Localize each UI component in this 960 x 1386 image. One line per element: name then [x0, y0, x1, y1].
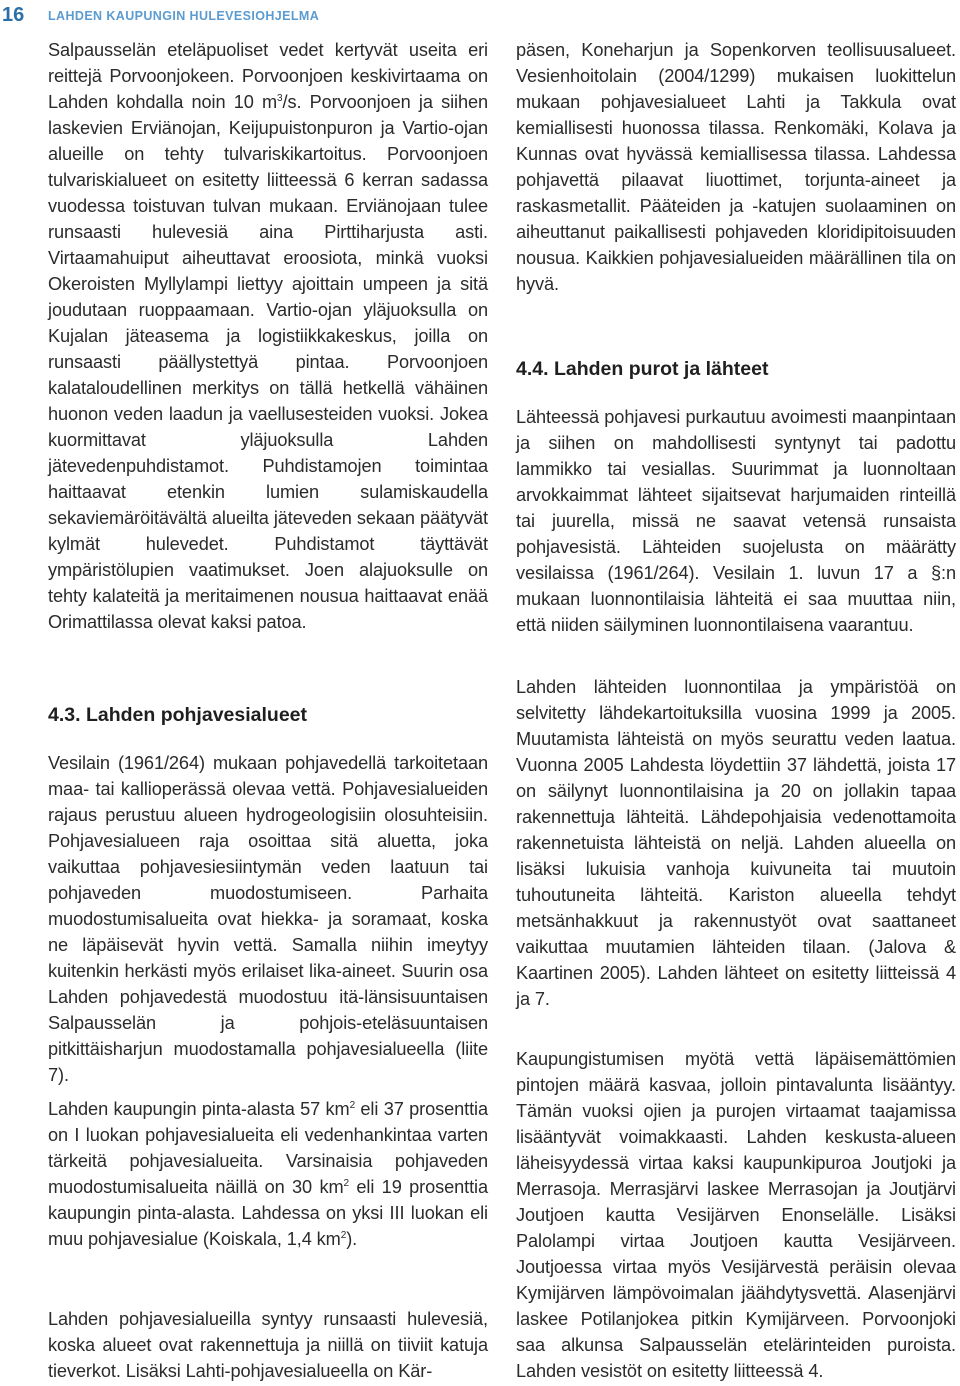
paragraph-text: eli 37 prosenttia on I luokan pohjavesialueita eli vedenhankintaa varten tärkeitä pohjavesialueita. Varsinaisia pohjaveden muodostumisalueita näillä on 30 km	[48, 1099, 488, 1197]
running-title: LAHDEN KAUPUNGIN HULEVESIOHJELMA	[48, 9, 320, 23]
paragraph-porvoonjoki	[48, 37, 488, 635]
paragraph-text: /s. Porvoonjoen ja siihen laskevien Erviänojan, Keijupuistonpuron ja Vartio-ojan alueille on tehty tulvariskikartoitus. Porvoonjoen tulvariskialueet on esitetty liitteessä 6 kerran sadassa vuodessa toistuvan tulvan mukaan. Erviänojaan tulee runsaasti hulevesiä aina Pirttiharjusta asti. Virtaamahuiput aiheuttavat eroosiota, minkä vuoksi Okeroisten Myllylampi liettyy ajoittain umpeen ja sitä joudutaan ruoppaamaan. Vartio-ojan yläjuoksulla on Kujalan jäteasema ja logistiikkakeskus, joilla on runsaasti päällystettyä pintaa. Porvoonjoen kalataloudellinen merkitys on tällä hetkellä vähäinen huonon veden laadun ja vaellusesteiden vuoksi. Jokea kuormittavat yläjuoksulla Lahden jätevedenpuhdistamot. Puhdistamojen toimintaa haittaavat etenkin lumien sulamiskaudella sekaviemäröitävältä alueilta jäteveden sekaan päätyvät kylmät hulevedet. Puhdistamot täyttävät ympäristölupien vaatimukset. Joen alajuoksulle on tehty kalateitä ja meritaimenen nousua haittaavat enää Orimattilassa olevat kaksi patoa.	[48, 92, 488, 632]
paragraph-lahdekartoitus: Lahden lähteiden luonnontilaa ja ympäristöä on selvitetty lähdekartoituksilla vuosina 1999 ja 2005. Muutamista lähteistä on myös seurattu veden laatua. Vuonna 2005 Lahdesta löydettiin 37 lähdettä, joista 17 on säilynyt luonnontilaisina ja 20 on jollakin tapaa rakennettuja lähteitä. Lähdepohjaisia vedenottamoita rakennetuista lähteistä on neljä. Lahden alueella on lisäksi lukuisia vanhoja kuivuneita tai muutoin tuhoutuneita lähteitä. Kariston alueella tehdyt metsänhakkuut ja rakennustyöt ovat saattaneet vaikuttaa muutamien lähteiden tilaan. (Jalova & Kaartinen 2005). Lahden lähteet on esitetty liitteissä 4 ja 7.	[516, 677, 956, 1009]
page-header	[0, 0, 960, 30]
paragraph-text: Salpausselän eteläpuoliset vedet kertyvät useita eri reittejä Porvoonjokeen. Porvoonjoen keskivirtaama on Lahden kohdalla noin 10 m	[48, 40, 488, 112]
paragraph-hulevesi-pohjavesi: Lahden pohjavesialueilla syntyy runsaasti hulevesiä, koska alueet ovat rakennettuja ja niillä on tiiviit katuja tieverkot. Lisäksi Lahti-pohjavesialueella on Kär-	[48, 1309, 488, 1381]
page-number: 16	[2, 4, 25, 26]
paragraph-pohjavesi-area	[48, 1096, 488, 1252]
paragraph-text: eli 19 prosenttia kaupungin pinta-alasta. Lahdessa on yksi III luokan eli muu pohjavesialue (Koiskala, 1,4 km	[48, 1177, 488, 1249]
paragraph-text: Lahden kaupungin pinta-alasta 57 km	[48, 1099, 350, 1119]
paragraph-text: ).	[346, 1229, 358, 1249]
superscript: 2	[340, 1229, 347, 1241]
paragraph-pohjavesi-quality: päsen, Koneharjun ja Sopenkorven teollisuusalueet. Vesienhoitolain (2004/1299) mukaisen luokittelun mukaan pohjavesialueet Lahti ja Takkula ovat kemiallisesti huonossa tilassa. Renkomäki, Kolava ja Kunnas ovat hyvässä kemiallisessa tilassa. Lahdessa pohjavettä pilaavat liuottimet, torjunta-aineet ja raskasmetallit. Pääteiden ja -katujen suolaaminen on aiheuttanut paikallisesti pohjaveden kloridipitoisuuden nousua. Kaikkien pohjavesialueiden määrällinen tila on hyvä.	[516, 40, 956, 294]
section-heading-4-3: 4.3. Lahden pohjavesialueet	[48, 704, 308, 726]
section-heading-4-4: 4.4. Lahden purot ja lähteet	[516, 358, 769, 380]
superscript: 3	[277, 92, 283, 104]
paragraph-pohjavesi-definition: Vesilain (1961/264) mukaan pohjavedellä tarkoitetaan maa- tai kallioperässä olevaa vettä. Pohjavesialueiden rajaus perustuu alueen hydrogeologisiin olosuhteisiin. Pohjavesialueen raja osoittaa sitä aluetta, joka vaikuttaa pohjavesiesiintymän veden laatuun tai pohjaveden muodostumiseen. Parhaita muodostumisalueita ovat hiekka- ja soramaat, koska ne läpäisevät hyvin vettä. Samalla niihin imeytyy kuitenkin herkästi myös erilaiset lika-aineet. Suurin osa Lahden pohjavedestä muodostuu itä-länsisuuntaisen Salpausselän ja pohjois-eteläsuuntaisen pitkittäisharjun muodostamalla pohjavesialueella (liite 7).	[48, 753, 488, 1085]
superscript: 2	[349, 1099, 356, 1111]
paragraph-lahteet-definition: Lähteessä pohjavesi purkautuu avoimesti maanpintaan ja siihen on mahdollisesti syntynyt tai padottu lammikko tai vesiallas. Suurimmat ja luonnoltaan arvokkaimmat lähteet sijaitsevat harjumaiden rinteillä tai juurella, missä ne saavat vetensä runsaista pohjavesistä. Lähteiden suojelusta on määrätty vesilaissa (1961/264). Vesilain 1. luvun 17 a §:n mukaan luonnontilaisia lähteitä ei saa muuttaa niin, että niiden säilyminen luonnontilaisena vaarantuu.	[516, 407, 956, 635]
paragraph-purot: Kaupungistumisen myötä vettä läpäisemättömien pintojen määrä kasvaa, jolloin pintavalunta lisääntyy. Tämän vuoksi ojien ja purojen virtaamat taajamissa lisääntyvät voimakkaasti. Lahden keskusta-alueen läheisyydessä virtaa kaksi kaupunkipuroa Joutjoki ja Merrasoja. Merrasjärvi laskee Merrasojan ja Joutjärvi Joutjoen kautta Vesijärven Enonselälle. Lisäksi Palolampi virtaa Joutjoen kautta Vesijärveen. Joutjoessa virtaa myös Vesijärvestä peräisin olevaa Kymijärven lämpövoimalan jäähdytysvettä. Alasenjärvi laskee Potilanjokea pitkin Kymijärveen. Porvoonjoki saa alkunsa Salpausselän etelärinteiden puroista. Lahden vesistöt on esitetty liitteessä 4.	[516, 1049, 956, 1381]
superscript: 2	[343, 1177, 349, 1189]
